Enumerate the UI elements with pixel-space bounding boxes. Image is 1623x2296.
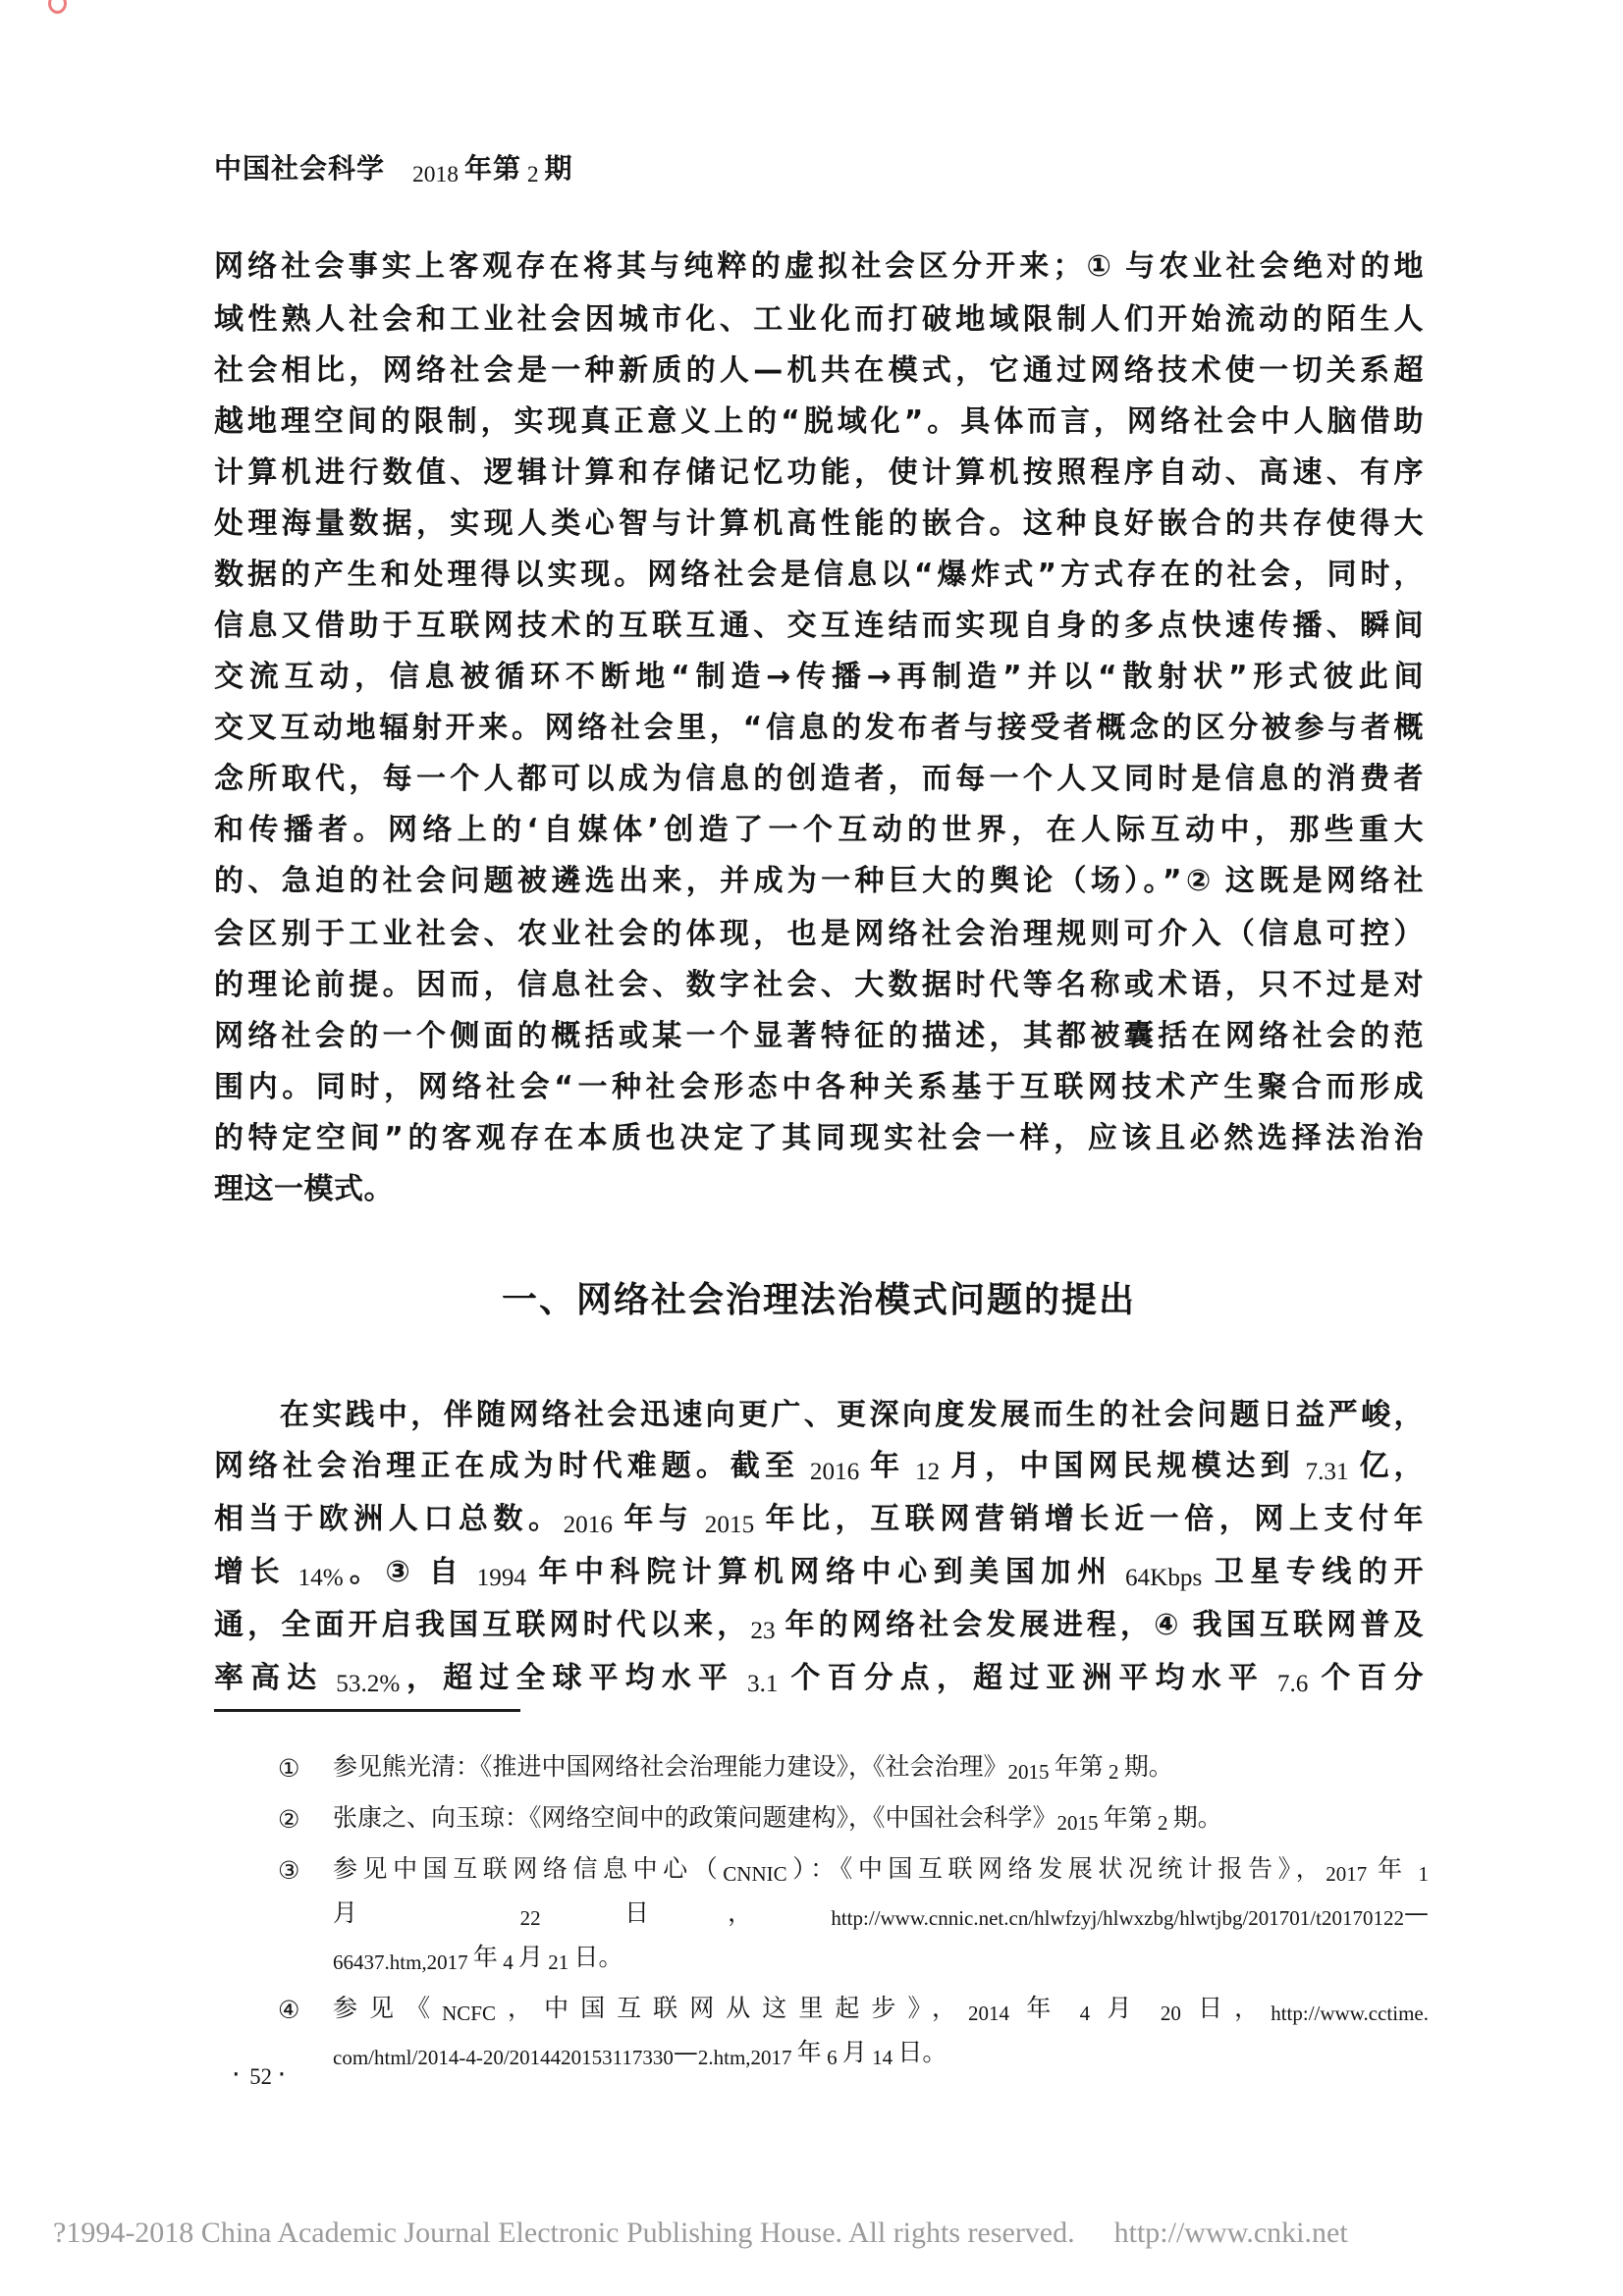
footnote-item (278, 1796, 1429, 1841)
footnote-text (333, 1847, 1429, 1980)
text-line: 和传播者。网络上的‘自媒体’创造了一个互动的世界，在人际互动中，那些重大 (214, 813, 1424, 847)
text-line: 率高达 53.2%，超过全球平均水平 3.1 个百分点，超过亚洲平均水平 7.6 个百分 (214, 1661, 1425, 1698)
red-corner-artifact-icon (48, 0, 67, 14)
journal-issue: 2018 年第 2 期 (412, 152, 573, 187)
text-line: 会区别于工业社会、农业社会的体现，也是网络社会治理规则可介入（信息可控） (214, 917, 1424, 951)
footer-url: http://www.cnki.net (1113, 2216, 1348, 2249)
journal-title: 中国社会科学 (214, 152, 386, 185)
text-line: 参见《NCFC，中国互联网从这里起步》，2014 年 4 月 20 日，http://www.cctime. (333, 1994, 1429, 2025)
text-line: 围内。同时，网络社会“一种社会形态中各种关系基于互联网技术产生聚合而形成 (214, 1070, 1424, 1104)
body-paragraph-2 (214, 1390, 1424, 1706)
footnote-text (333, 1745, 1429, 1789)
text-line: 月 22 日，http://www.cnnic.net.cn/hlwfzyj/hlwxzbg/hlwtjbg/201701/t20170122— (333, 1898, 1429, 1930)
section-heading: 一、网络社会治理法治模式问题的提出 (501, 1280, 1136, 1320)
footnotes (278, 1745, 1429, 2082)
footnote-item (278, 1987, 1429, 2075)
footnote-item (278, 1847, 1429, 1980)
text-line: 增长 14%。③ 自 1994 年中科院计算机网络中心到美国加州 64Kbps 卫星专线的开 (214, 1555, 1425, 1592)
footnote-text (333, 1987, 1429, 2075)
footnote-separator (214, 1709, 520, 1712)
footnote-marker: ① (278, 1754, 300, 1783)
text-line: 参见熊光清：《推进中国网络社会治理能力建设》，《社会治理》2015 年第 2 期。 (333, 1752, 1173, 1784)
body-paragraph-1 (214, 241, 1424, 1215)
footer (53, 2216, 1585, 2250)
text-line: 数据的产生和处理得以实现。网络社会是信息以“爆炸式”方式存在的社会，同时， (214, 558, 1424, 592)
page-number: · 52 · (232, 2059, 291, 2090)
text-line: 交叉互动地辐射开来。网络社会里，“信息的发布者与接受者概念的区分被参与者概 (214, 711, 1424, 745)
text-line: 参见中国互联网络信息中心（CNNIC）：《中国互联网络发展状况统计报告》，2017 年 1 (333, 1854, 1429, 1886)
copyright-text: ?1994-2018 China Academic Journal Electronic Publishing House. All rights reserved. (53, 2216, 1075, 2249)
text-line: 社会相比，网络社会是一种新质的人—机共在模式，它通过网络技术使一切关系超 (214, 353, 1424, 388)
text-line: 信息又借助于互联网技术的互联互通、交互连结而实现自身的多点快速传播、瞬间 (214, 609, 1424, 643)
page-header (214, 147, 572, 187)
text-line: 相当于欧洲人口总数。2016 年与 2015 年比，互联网营销增长近一倍，网上支付年 (214, 1502, 1425, 1539)
text-line: 的、急迫的社会问题被遴选出来，并成为一种巨大的舆论（场）。”② 这既是网络社 (214, 864, 1424, 898)
text-line: 的特定空间”的客观存在本质也决定了其同现实社会一样，应该且必然选择法治治 (214, 1121, 1424, 1155)
text-line: 的理论前提。因而，信息社会、数字社会、大数据时代等名称或术语，只不过是对 (214, 968, 1424, 1002)
text-line: 越地理空间的限制，实现真正意义上的“脱域化”。具体而言，网络社会中人脑借助 (214, 404, 1424, 439)
text-line: 通，全面开启我国互联网时代以来，23 年的网络社会发展进程，④ 我国互联网普及 (214, 1608, 1425, 1645)
text-line: 念所取代，每一个人都可以成为信息的创造者，而每一个人又同时是信息的消费者 (214, 762, 1424, 796)
text-line: 张康之、向玉琼：《网络空间中的政策问题建构》，《中国社会科学》2015 年第 2 期。 (333, 1803, 1222, 1835)
footnote-item (278, 1745, 1429, 1789)
text-line: 网络社会治理正在成为时代难题。截至 2016 年 12 月，中国网民规模达到 7.31 亿， (214, 1449, 1425, 1486)
text-line: 网络社会事实上客观存在将其与纯粹的虚拟社会区分开来；① 与农业社会绝对的地 (214, 249, 1425, 284)
text-line: com/html/2014-4-20/2014420153117330—2.htm,2017 年 6 月 14 日。 (333, 2038, 947, 2069)
text-line: 域性熟人社会和工业社会因城市化、工业化而打破地域限制人们开始流动的陌生人 (214, 302, 1424, 337)
text-line: 理这一模式。 (214, 1172, 394, 1206)
text-line: 计算机进行数值、逻辑计算和存储记忆功能，使计算机按照程序自动、高速、有序 (214, 455, 1424, 490)
text-line: 处理海量数据，实现人类心智与计算机高性能的嵌合。这种良好嵌合的共存使得大 (214, 507, 1424, 541)
text-line: 66437.htm,2017 年 4 月 21 日。 (333, 1943, 623, 1974)
footnote-marker: ② (278, 1805, 300, 1834)
footnote-marker: ④ (278, 1996, 300, 2024)
footnote-text (333, 1796, 1429, 1841)
text-line: 网络社会的一个侧面的概括或某一个显著特征的描述，其都被囊括在网络社会的范 (214, 1019, 1424, 1053)
footnote-marker: ③ (278, 1856, 300, 1885)
text-line: 在实践中，伴随网络社会迅速向更广、更深向度发展而生的社会问题日益严峻， (214, 1398, 1424, 1432)
text-line: 交流互动，信息被循环不断地“制造→传播→再制造”并以“散射状”形式彼此间 (214, 660, 1424, 694)
